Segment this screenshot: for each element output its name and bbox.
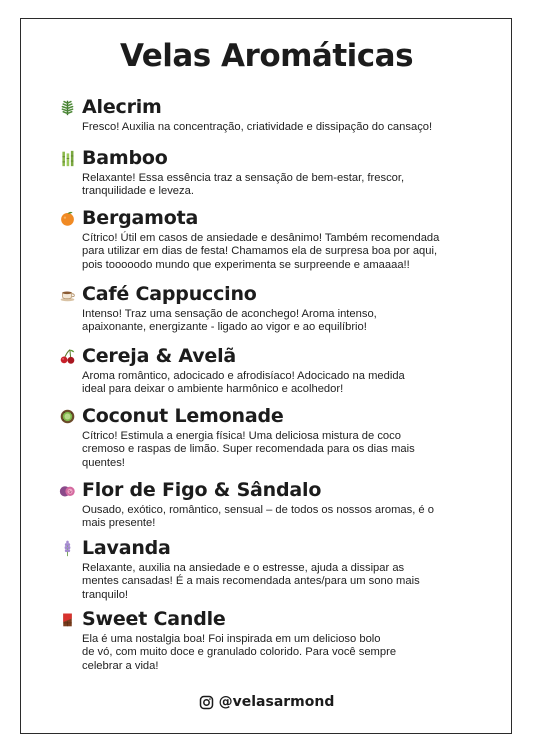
fig-icon	[59, 482, 76, 499]
scent-item-sweet-candle	[59, 608, 479, 673]
scent-name: Sweet Candle	[82, 608, 226, 630]
instagram-handle[interactable]: @velasarmond	[218, 694, 335, 710]
scent-name: Alecrim	[82, 96, 162, 118]
scent-name: Coconut Lemonade	[82, 405, 284, 427]
cherries-icon	[59, 348, 76, 365]
coffee-cup-icon	[59, 286, 76, 303]
scent-item-cafe-cappuccino	[59, 283, 479, 335]
scent-description: Cítrico! Estimula a energia física! Uma deliciosa mistura de coco cremoso e raspas de limão. Super recomendada para os dias mais quentes!	[82, 430, 415, 469]
scent-name: Bergamota	[82, 207, 199, 229]
scent-item-coconut-lemonade	[59, 405, 479, 470]
candy-bar-icon	[59, 611, 76, 628]
scent-item-cereja-avela	[59, 345, 479, 397]
rosemary-icon	[59, 99, 76, 116]
orange-icon	[59, 210, 76, 227]
instagram-footer	[0, 694, 533, 710]
scent-description: Ela é uma nostalgia boa! Foi inspirada em um delicioso bolo de vó, com muito doce e granulado colorido. Para você sempre celebrar a vida!	[82, 633, 397, 672]
scent-item-alecrim	[59, 96, 479, 134]
scent-name: Lavanda	[82, 537, 171, 559]
scent-item-bergamota	[59, 207, 479, 272]
scent-name: Cereja & Avelã	[82, 345, 237, 367]
scent-description: Aroma romântico, adocicado e afrodisíaco! Adocicado na medida ideal para deixar o ambiente harmônico e acolhedor!	[82, 370, 405, 396]
bamboo-icon	[59, 150, 76, 167]
coconut-icon	[59, 408, 76, 425]
scent-description: Fresco! Auxilia na concentração, criatividade e dissipação do cansaço!	[82, 121, 433, 133]
page-title: Velas Aromáticas	[119, 38, 414, 74]
scent-name: Flor de Figo & Sândalo	[82, 479, 322, 501]
scent-name: Café Cappuccino	[82, 283, 257, 305]
scent-description: Relaxante, auxilia na ansiedade e o estresse, ajuda a dissipar as mentes cansadas! É a mais recomendada antes/para um sono mais tranquilo!	[82, 562, 420, 601]
scent-item-bamboo	[59, 147, 479, 199]
instagram-icon	[199, 695, 214, 710]
scent-item-flor-de-figo-sandalo	[59, 479, 479, 531]
lavender-icon	[59, 540, 76, 557]
scent-description: Cítrico! Útil em casos de ansiedade e desânimo! Também recomendada para utilizar em dias de festa! Chamamos ela de surpresa boa por aqui, pois tooooodo mundo que experimenta se surpreende e amaaaa!!	[82, 232, 440, 271]
scent-description: Intenso! Traz uma sensação de aconchego! Aroma intenso, apaixonante, energizante - ligado ao vigor e ao equilíbrio!	[82, 308, 377, 334]
scent-description: Ousado, exótico, romântico, sensual – de todos os nossos aromas, é o mais presente!	[82, 504, 434, 530]
scent-description: Relaxante! Essa essência traz a sensação de bem-estar, frescor, tranquilidade e leveza.	[82, 172, 405, 198]
scent-name: Bamboo	[82, 147, 168, 169]
scent-item-lavanda	[59, 537, 479, 602]
